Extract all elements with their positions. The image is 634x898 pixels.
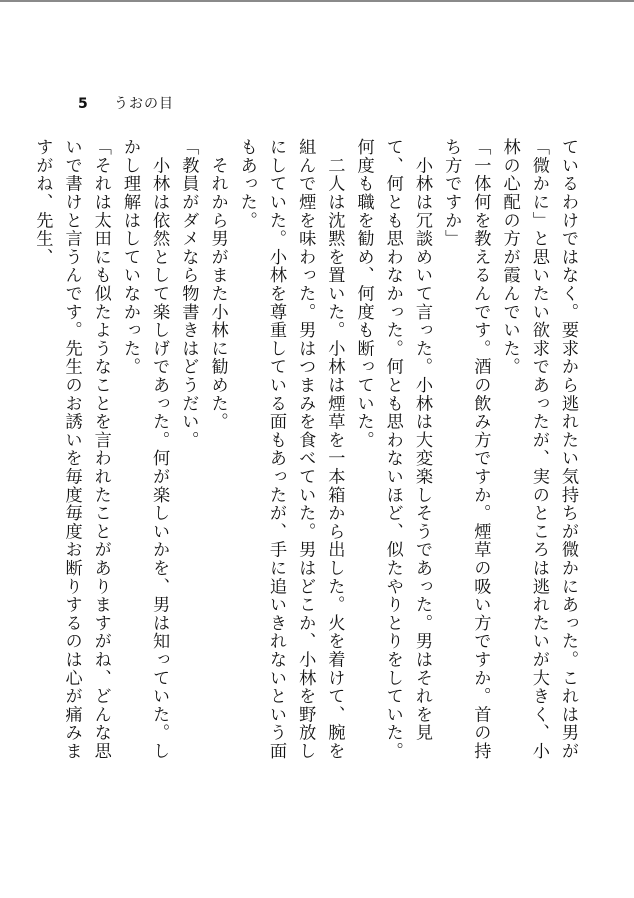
paragraph: 「それは太田にも似たようなことを言われたことがありますがね、どんな思いで書けと言うんです。先生のお誘いを毎度毎度お断りするのは心が痛みますがね、先生、 — [32, 138, 111, 761]
running-title: うおの目 — [114, 96, 174, 112]
vertical-body-text — [27, 138, 582, 778]
paragraph: それから男がまた小林に勧めた。 — [207, 138, 228, 431]
paragraph: 「一体何を教えるんです。酒の飲み方ですか。煙草の吸い方ですか。首の持ち方ですか」 — [441, 138, 491, 761]
paragraph: 二人は沈黙を置いた。小林は煙草を一本箱から出した。火を着けて、腕を組んで煙を味わった。男はつまみを食べていた。男はどこか、小林を野放しにしていた。小林を尊重している面もあったが、手に追いきれないという面もあった。 — [236, 138, 345, 761]
paragraph: 小林は依然として楽しげであった。何が楽しいかを、男は知っていた。しかし理解はしていなかった。 — [119, 138, 170, 761]
paragraph: 「教員がダメなら物書きはどうだい。 — [178, 138, 199, 450]
paragraph: ているわけではなく。要求から逃れたい気持ちが微かにあった。これは男が「微かに」と思いたい欲求であったが、実のところは逃れたいが大きく、小林の心配の方が霞んでいた。 — [499, 138, 578, 761]
page-header — [78, 93, 174, 113]
top-border-line — [0, 0, 634, 2]
paragraph: 小林は冗談めいて言った。小林は大変楽しそうであった。男はそれを見て、何とも思わなかった。何とも思わないほど、似たやりとりをしていた。何度も職を勧め、何度も断っていた。 — [353, 138, 432, 761]
page-number: 5 — [78, 96, 88, 112]
